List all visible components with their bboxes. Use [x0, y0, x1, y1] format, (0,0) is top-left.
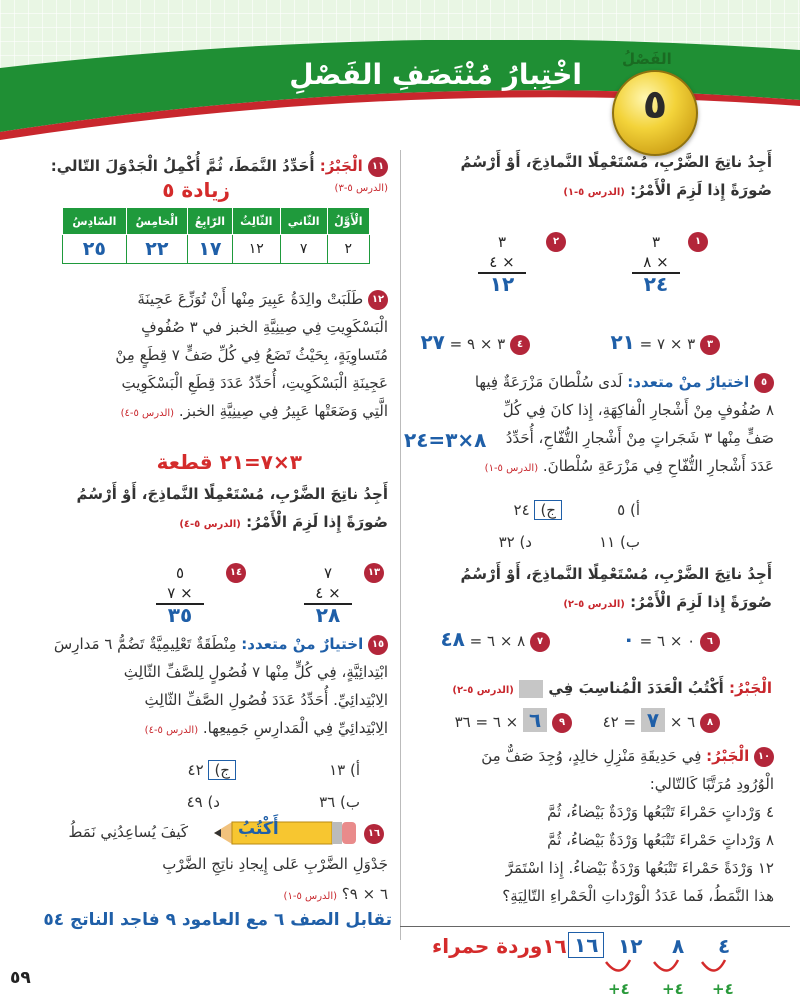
- question-badge-3: ٣: [700, 335, 720, 355]
- instruction-2-line2: صُورَةً إِذا لَزِمَ الْأَمْرُ:: [630, 593, 772, 611]
- q11-handwritten: زيادة ٥: [162, 178, 230, 202]
- question-10: [402, 742, 774, 910]
- q5-lesson: (الدرس ٥-١): [484, 463, 539, 474]
- question-11: [38, 152, 388, 180]
- blank-box: [519, 680, 543, 698]
- q16-line2: جَدْوَلِ الضَّرْبِ عَلى إِيجادِ ناتِجِ الضَّرْبِ: [162, 855, 388, 873]
- q6-answer: ٠: [622, 627, 635, 651]
- q12-line1: طَلَبَتْ والِدَةُ عَبِيرَ مِنْها أَنْ تُوَزِّعَ عَجِينَةَ: [137, 290, 364, 308]
- q5-option-c-value: ٢٤: [513, 501, 530, 519]
- q15-option-d: د) ٤٩: [186, 793, 220, 811]
- seq-item-boxed: ١٦: [568, 932, 604, 958]
- seq-answer-note: ١٦وردة حمراء: [432, 934, 567, 958]
- question-4: [420, 328, 530, 358]
- question-1: [632, 232, 680, 294]
- q2-answer: ١٢: [489, 272, 515, 296]
- q9-answer: ٦: [523, 708, 547, 732]
- q3-answer: ٢١: [610, 330, 635, 354]
- q10-line2: الْوُرُودِ مُرَتَّبًا كَالتّالي:: [649, 775, 774, 793]
- question-14: [156, 563, 204, 625]
- table-header-3: الثّالِثُ: [232, 208, 280, 235]
- q1-mult: ٨ ×: [643, 253, 669, 271]
- table-cell-2: ٧: [280, 235, 327, 264]
- table-row: [63, 235, 370, 264]
- plus-four-1: +٤: [712, 980, 734, 998]
- q5-option-c: [514, 496, 562, 524]
- q15-option-b: ب) ٣٦: [319, 793, 360, 811]
- chapter-title: اخْتِبارُ مُنْتَصَفِ الفَصْلِ: [289, 58, 582, 91]
- chapter-coin: [612, 70, 698, 156]
- q15-option-c-label: ج): [208, 760, 236, 780]
- q1-answer: ٢٤: [643, 272, 669, 296]
- q7-expr: ٨ × ٦ =: [469, 632, 526, 650]
- q12-handwritten: ٣×٧=٢١ قطعة: [156, 450, 302, 474]
- q10-line3: ٤ وَرْداتٍ حَمْراءَ تَتْبَعُها وَرْدَةٌ بَيْضاءُ، ثُمَّ: [547, 803, 774, 821]
- table-cell-1: ٢: [327, 235, 369, 264]
- column-divider: [400, 150, 401, 940]
- question-badge-6: ٦: [700, 632, 720, 652]
- plus-four-2: +٤: [662, 980, 684, 998]
- algebra-lesson: (الدرس ٥-٢): [452, 685, 514, 696]
- question-badge-13: ١٣: [364, 563, 384, 583]
- question-13: [304, 563, 352, 625]
- q16-line3: ٦ × ٩؟: [341, 885, 388, 903]
- question-badge-14: ١٤: [226, 563, 246, 583]
- bottom-rule: [400, 926, 790, 927]
- pattern-table: [62, 207, 370, 264]
- question-9: [455, 706, 572, 736]
- pencil-icon: [214, 816, 358, 850]
- q9-post: × ٦ = ٣٦: [454, 713, 519, 731]
- q12-line2: الْبَسْكَوِيتِ فِي صِينِيَّةِ الخبز في ٣ صُفُوفٍ: [141, 318, 388, 336]
- write-badge: أَكْتُبُ: [238, 819, 279, 839]
- instruction-1-text2: صُورَةً إِذا لَزِمَ الْأَمْرُ:: [630, 181, 772, 199]
- q5-option-b: ب) ١١: [599, 533, 640, 551]
- q6-expr: ٠ × ٦ =: [639, 632, 696, 650]
- plus-four-3: +٤: [608, 980, 630, 998]
- q15-option-c: [188, 756, 236, 784]
- lesson-ref: (الدرس ٥-١): [563, 187, 625, 198]
- instruction-2: [402, 560, 772, 619]
- question-7: [440, 625, 550, 655]
- table-cell-4: ١٧: [187, 235, 232, 264]
- seq-item-1: ٤: [718, 934, 731, 958]
- question-badge-16: ١٦: [364, 824, 384, 844]
- question-badge-7: ٧: [530, 632, 550, 652]
- q14-answer: ٣٥: [167, 603, 193, 627]
- q11-label: الْجَبْرُ:: [319, 157, 363, 175]
- instruction-2-line1: أَجِدُ ناتِجَ الضَّرْبِ، مُسْتَعْمِلًا النَّماذِجَ، أَوْ أَرْسُمُ: [460, 565, 772, 583]
- q10-line5: ١٢ وَرْدَةً حَمْراءَ تَتْبَعُها وَرْدَةٌ بَيْضاءُ. إِذا اسْتَمَرَّ: [505, 859, 774, 877]
- q13-mult: ٤ ×: [315, 584, 341, 602]
- q13-top: ٧: [323, 564, 333, 582]
- q15-label: اختيارٌ منْ متعدد:: [241, 635, 364, 653]
- q3-expr: ٣ × ٧ =: [639, 335, 696, 353]
- algebra-instruction: [452, 674, 772, 705]
- question-2: [478, 232, 526, 294]
- q4-answer: ٢٧: [420, 330, 445, 354]
- q16-line1: كَيفَ يُساعِدُنِي نَمَطُ: [68, 823, 188, 841]
- table-header-6: السّادِسُ: [63, 208, 127, 235]
- q11-text: أُحَدِّدُ النَّمَطَ، ثُمَّ أُكْمِلُ الْجَدْوَلَ التّالي:: [50, 157, 315, 175]
- q5-option-d: د) ٣٢: [498, 533, 532, 551]
- instruction-3-lesson: (الدرس ٥-٤): [179, 519, 241, 530]
- instruction-2-lesson: (الدرس ٥-٢): [563, 599, 625, 610]
- instruction-1-line1: أَجِدُ ناتِجَ الضَّرْبِ، مُسْتَعْمِلًا النَّماذِجَ، أَوْ أَرْسُمُ: [460, 153, 772, 171]
- q5-line4: عَدَدَ أَشْجارِ التُّفّاحِ فِي مَزْرَعَةِ سُلْطانَ.: [542, 457, 774, 475]
- question-15: [18, 630, 388, 745]
- q10-line1: فِي حَدِيقَةِ مَنْزِلِ خالِدٍ، وُجِدَ صَفٌّ مِنَ: [481, 747, 702, 765]
- q2-mult: ٤ ×: [489, 253, 515, 271]
- question-badge-11: ١١: [368, 157, 388, 177]
- algebra-label: الْجَبْرُ:: [728, 679, 772, 697]
- q5-option-c-label: ج): [534, 500, 562, 520]
- table-header-5: الْخامِسُ: [126, 208, 187, 235]
- question-badge-8: ٨: [700, 713, 720, 733]
- q5-option-a: أ) ٥: [617, 501, 640, 519]
- q10-label: الْجَبْرُ:: [706, 747, 750, 765]
- instruction-3: [18, 480, 388, 539]
- q15-option-a: أ) ١٣: [329, 761, 360, 779]
- q4-expr: ٣ × ٩ =: [449, 335, 506, 353]
- algebra-text: أَكْتُبُ الْعَدَدَ الْمُناسِبَ فِي: [548, 679, 724, 697]
- instruction-1: [402, 148, 772, 207]
- question-badge-9: ٩: [552, 713, 572, 733]
- q8-post: = ٤٢: [602, 713, 637, 731]
- q16-handwritten: تقابل الصف ٦ مع العامود ٩ فاجد الناتج ٥٤: [43, 910, 392, 930]
- q10-line4: ٨ وَرْداتٍ حَمْراءَ تَتْبَعُها وَرْدَةٌ بَيْضاءُ، ثُمَّ: [547, 831, 774, 849]
- question-8: [603, 706, 720, 736]
- q5-line1: لَدى سُلْطانَ مَزْرَعَةٌ فِيها: [474, 373, 623, 391]
- page-number: ٥٩: [10, 968, 31, 988]
- q2-top: ٣: [497, 233, 507, 251]
- q12-lesson: (الدرس ٥-٤): [120, 408, 175, 419]
- instruction-3-line2: صُورَةً إِذا لَزِمَ الْأَمْرُ:: [246, 513, 388, 531]
- q1-top: ٣: [651, 233, 661, 251]
- question-badge-12: ١٢: [368, 290, 388, 310]
- question-3: [610, 328, 720, 358]
- table-cell-5: ٢٢: [126, 235, 187, 264]
- q5-label: اختيارٌ منْ متعدد:: [627, 373, 750, 391]
- q15-line1: مِنْطَقَةٌ تَعْلِيمِيَّةٌ تَضُمُّ ٦ مَدارِسَ: [53, 635, 237, 653]
- seq-item-3: ١٢: [618, 934, 643, 958]
- table-header-1: الْأَوَّلُ: [327, 208, 369, 235]
- instruction-3-line1: أَجِدُ ناتِجَ الضَّرْبِ، مُسْتَعْمِلًا النَّماذِجَ، أَوْ أَرْسُمُ: [76, 485, 388, 503]
- q11-lesson: (الدرس ٥-٣): [334, 183, 388, 194]
- q13-answer: ٢٨: [315, 603, 341, 627]
- q15-line2: ابْتِدائِيَّةٍ، فِي كُلٍّ مِنْها ٧ فُصُولٍ لِلصَّفِّ الثّالِثِ: [123, 663, 388, 681]
- q10-line6: هذا النَّمَطُ، فَما عَدَدُ الْوَرْداتِ الْحَمْراءِ التّالِيَةِ؟: [502, 887, 774, 905]
- question-12: [38, 285, 388, 428]
- q15-option-c-value: ٤٢: [187, 761, 204, 779]
- seq-arrows: [590, 956, 740, 982]
- table-header-row: [63, 208, 370, 235]
- table-cell-6: ٢٥: [63, 235, 127, 264]
- table-header-2: الثّاني: [280, 208, 327, 235]
- seq-item-2: ٨: [672, 934, 685, 958]
- question-badge-4: ٤: [510, 335, 530, 355]
- q12-line3: مُتَساوِيَةٍ، بِحَيْثُ تَضَعُ فِي كُلِّ صَفٍّ ٧ قِطَعٍ مِنْ: [115, 346, 388, 364]
- question-5: [402, 368, 774, 483]
- q5-line3: صَفٍّ مِنْها ٣ شَجَراتٍ مِنْ أَشْجارِ التُّفّاحِ، أُحَدِّدُ: [505, 429, 774, 447]
- q12-line4: عَجِينَةِ الْبَسْكَوِيتِ، أُحَدِّدُ عَدَدَ قِطَعِ الْبَسْكَوِيتِ: [121, 374, 388, 392]
- q14-top: ٥: [175, 564, 185, 582]
- q14-mult: ٧ ×: [167, 584, 193, 602]
- chapter-label: الفَصْلُ: [622, 50, 672, 68]
- q12-line5: الَّتِي وَضَعَتْها عَبِيرُ فِي صِينِيَّةِ الخبز.: [178, 402, 388, 420]
- question-badge-10: ١٠: [754, 747, 774, 767]
- question-badge-5: ٥: [754, 373, 774, 393]
- q15-line4: الِابْتِدائِيِّ فِي الْمَدارِسِ جَمِيعِها.: [202, 719, 388, 737]
- question-badge-15: ١٥: [368, 635, 388, 655]
- q8-pre: ٦ ×: [669, 713, 696, 731]
- q15-line3: الِابْتِدائِيِّ. أُحَدِّدُ عَدَدَ فُصُولِ الصَّفِّ الثّالِثِ: [144, 691, 388, 709]
- chapter-number: ٥: [642, 82, 668, 128]
- q15-lesson: (الدرس ٥-٤): [144, 725, 199, 736]
- q7-answer: ٤٨: [440, 627, 465, 651]
- table-cell-3: ١٢: [232, 235, 280, 264]
- question-6: [623, 625, 720, 655]
- q16-lesson: (الدرس ٥-١): [283, 891, 338, 902]
- q5-handwritten: ٨×٣=٢٤: [404, 428, 487, 452]
- chapter-subtitle: الدروس من ٥-١ إلى ٥-٤: [402, 101, 568, 117]
- q8-answer: ٧: [641, 708, 665, 732]
- q16-line3-wrap: [284, 880, 388, 911]
- question-badge-1: ١: [688, 232, 708, 252]
- question-badge-2: ٢: [546, 232, 566, 252]
- table-header-4: الرّابِعُ: [187, 208, 232, 235]
- instruction-1-line2: [402, 176, 772, 207]
- q5-line2: ٨ صُفُوفٍ مِنْ أَشْجارِ الْفاكِهَةِ، إِذا كانَ فِي كُلِّ: [502, 401, 774, 419]
